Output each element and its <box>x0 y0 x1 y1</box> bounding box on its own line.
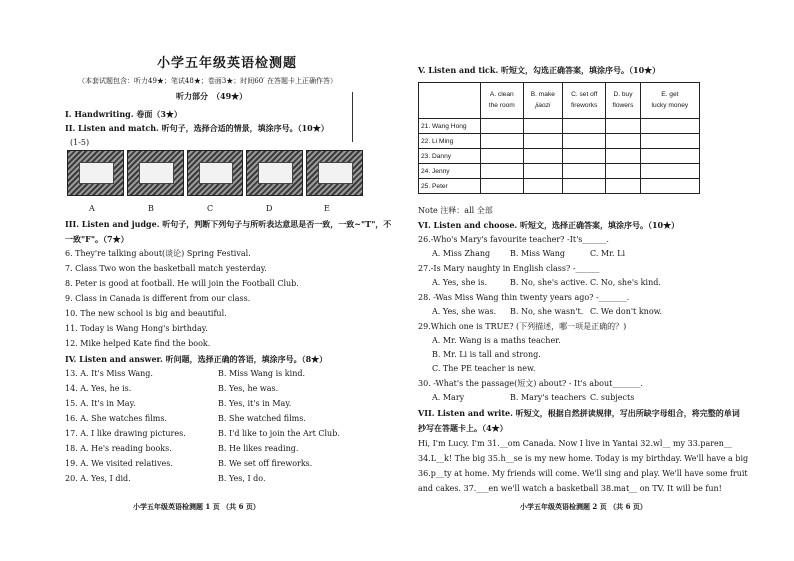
table-header-cell: E. get lucky money <box>640 83 699 119</box>
judge-item: 10. The new school is big and beautiful. <box>65 309 227 318</box>
table-header-cell: A. clean the room <box>481 83 524 119</box>
picture-label-c: C <box>207 204 214 213</box>
section-4-heading: IV. Listen and answer. 听问题，选择正确的答语，填涂序号。（8★） <box>65 354 328 364</box>
table-row: 24. Jenny <box>419 164 700 179</box>
section-3-heading-cont: 一致"F"。（7★） <box>65 234 129 244</box>
section-7-heading: VII. Listen and write. 听短文，根据自然拼读规律，写出所缺字母组合，将完整的单词 <box>418 408 740 418</box>
picture-label-e: E <box>324 204 330 213</box>
table-header-cell: C. set off fireworks <box>563 83 606 119</box>
passage-line: and cakes. 37.___en we'll watch a basketball 38.mat__ on TV. It will be fun! <box>418 484 722 493</box>
judge-item: 12. Mike helped Kate find the book. <box>65 339 211 348</box>
table-corner-cell <box>419 83 481 119</box>
option-b: B. Mr. Li is tall and strong. <box>432 350 541 359</box>
option-a: A. Mr. Wang is a maths teacher. <box>432 336 561 345</box>
option-a: A. Yes, she was. <box>432 307 497 316</box>
table-note: Note 注释：all 全部 <box>418 206 493 215</box>
answer-option-a: 14. A. Yes, he is. <box>65 384 132 393</box>
listening-part-heading: 听力部分 （49★） <box>176 91 248 101</box>
table-row: 22. Li Ming <box>419 134 700 149</box>
option-b: B. Miss Wang <box>510 249 566 258</box>
answer-option-b: B. She watched films. <box>218 414 306 423</box>
option-a: A. Mary <box>432 393 465 402</box>
answer-option-b: B. Yes, I do. <box>218 474 266 483</box>
option-c: C. subjects <box>590 393 635 402</box>
answer-option-a: 19. A. We visited relatives. <box>65 459 173 468</box>
answer-option-a: 17. A. I like drawing pictures. <box>65 429 186 438</box>
judge-item: 9. Class in Canada is different from our class. <box>65 294 251 303</box>
exam-info: （本套试题包含：听力49★；笔试48★；卷面3★；时间60′ 在答题卡上正确作答） <box>78 77 337 85</box>
option-c: C. We don't know. <box>590 307 663 316</box>
answer-option-b: B. Miss Wang is kind. <box>218 369 306 378</box>
page-title: 小学五年级英语检测题 <box>157 56 298 71</box>
section-5-heading: V. Listen and tick. 听短文，勾选正确答案，填涂序号。（10★） <box>418 65 661 75</box>
question-28: 28. -Was Miss Wang thin twenty years ago? -_______. <box>418 293 630 302</box>
question-26: 26.-Who's Mary's favourite teacher? -It's______. <box>418 235 609 244</box>
table-row: 23. Danny <box>419 149 700 164</box>
judge-item: 6. They're talking about(谈论) Spring Festival. <box>65 249 251 258</box>
question-27: 27.-Is Mary naughty in English class? -______ <box>418 264 600 273</box>
section-1-heading: I. Handwriting. 卷面（3★） <box>65 109 182 119</box>
passage-line: 36.p__ty at home. My friends will come. We'll sing and play. We'll have some fruit <box>418 469 748 478</box>
picture-d <box>246 150 303 196</box>
answer-option-b: B. Yes, it's in May. <box>218 399 292 408</box>
table-header-cell: B. make jiaozi <box>523 83 563 119</box>
match-pictures <box>67 150 363 196</box>
tick-table <box>418 82 700 194</box>
page-footer-right: 小学五年级英语检测题 2 页 （共 6 页） <box>520 502 647 511</box>
option-c: C. Mr. Li <box>590 249 626 258</box>
section-3-heading: III. Listen and judge. 听句子，判断下列句子与所听表达意思是否一致，一致~"T"，不 <box>65 219 392 229</box>
table-header-cell: D. buy flowers <box>606 83 640 119</box>
option-a: A. Yes, she is. <box>432 278 488 287</box>
judge-item: 7. Class Two won the basketball match yesterday. <box>65 264 267 273</box>
option-c: C. The PE teacher is new. <box>432 364 536 373</box>
answer-option-a: 15. A. It's in May. <box>65 399 136 408</box>
passage-line: Hi, I'm Lucy. I'm 31.__om Canada. Now I live in Yantai 32.wl__ my 33.paren__ <box>418 439 732 448</box>
question-30: 30. -What's the passage(短文) about? - It's about_______. <box>418 379 643 388</box>
option-b: B. No, she wasn't. <box>510 307 584 316</box>
answer-option-b: B. We set off fireworks. <box>218 459 313 468</box>
picture-label-a: A <box>89 204 95 213</box>
page-footer-left: 小学五年级英语检测题 1 页 （共 6 页） <box>133 502 260 511</box>
picture-b <box>127 150 184 196</box>
answer-option-a: 16. A. She watches films. <box>65 414 168 423</box>
picture-c <box>187 150 244 196</box>
answer-option-a: 18. A. He's reading books. <box>65 444 172 453</box>
margin-line <box>352 92 353 142</box>
option-b: B. Mary's teachers <box>510 393 587 402</box>
table-row: 25. Peter <box>419 179 700 194</box>
question-29: 29.Which one is TRUE? (下列描述，哪一项是正确的？) <box>418 322 627 331</box>
answer-option-a: 20. A. Yes, I did. <box>65 474 131 483</box>
picture-label-d: D <box>266 204 273 213</box>
answer-option-b: B. Yes, he was. <box>218 384 279 393</box>
option-c: C. No, she's kind. <box>590 278 661 287</box>
option-a: A. Miss Zhang <box>432 249 491 258</box>
answer-option-b: B. He likes reading. <box>218 444 299 453</box>
judge-item: 8. Peter is good at football. He will join the Football Club. <box>65 279 299 288</box>
picture-a <box>67 150 124 196</box>
judge-item: 11. Today is Wang Hong's birthday. <box>65 324 208 333</box>
option-b: B. No, she's active. <box>510 278 588 287</box>
picture-e <box>306 150 363 196</box>
section-2-heading: II. Listen and match. 听句子，选择合适的情景，填涂序号。（10★） <box>65 123 329 133</box>
passage-line: 34.L__k! The big 35.h__se is my new home. Today is my birthday. We'll have a big <box>418 454 749 463</box>
section-7-heading-cont: 抄写在答题卡上。（4★） <box>418 423 508 433</box>
picture-label-b: B <box>148 204 154 213</box>
table-row: 21. Wang Hong <box>419 119 700 134</box>
section-6-heading: VI. Listen and choose. 听短文，选择正确答案，填涂序号。（10★） <box>418 220 680 230</box>
section-2-range: (1-5) <box>70 138 90 147</box>
answer-option-b: B. I'd like to join the Art Club. <box>218 429 340 438</box>
answer-option-a: 13. A. It's Miss Wang. <box>65 369 153 378</box>
table-header-row <box>419 83 700 119</box>
